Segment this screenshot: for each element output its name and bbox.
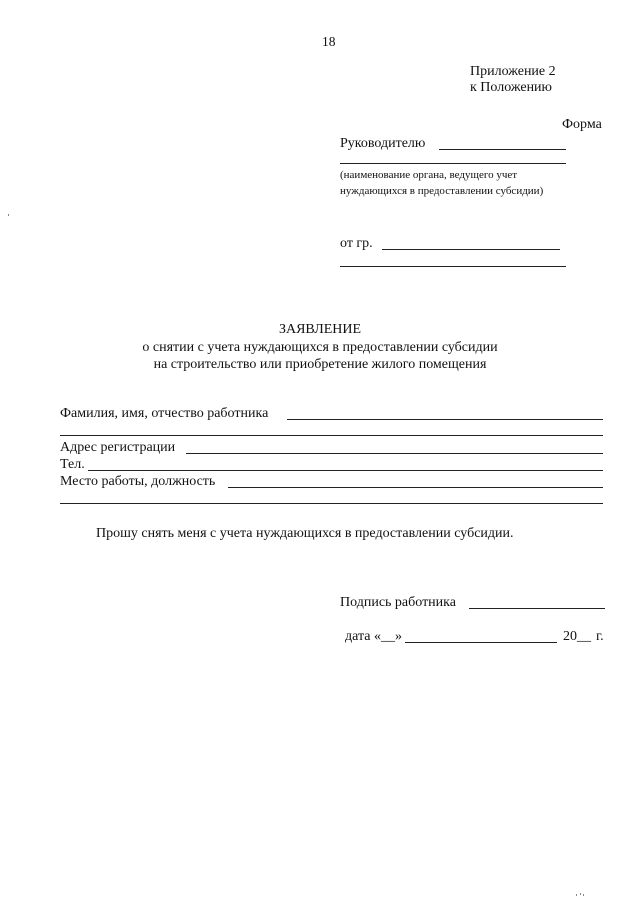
workplace-label: Место работы, должность [60, 474, 216, 489]
from-citizen-line-2[interactable] [340, 266, 566, 267]
scan-speck [580, 893, 581, 895]
document-subtitle-2: на строительство или приобретение жилого помещения [153, 357, 487, 372]
from-citizen-label: от гр. [340, 236, 373, 251]
form-label: Форма [562, 117, 602, 132]
from-citizen-line[interactable] [382, 249, 560, 250]
page-number: 18 [322, 34, 336, 49]
addressee-head-line[interactable] [439, 149, 566, 150]
scan-speck [583, 894, 584, 896]
appendix-line-2: к Положению [470, 80, 553, 95]
addressee-organ-line[interactable] [340, 163, 566, 164]
full-name-label: Фамилия, имя, отчество работника [60, 406, 269, 421]
document-subtitle-1: о снятии с учета нуждающихся в предоставлении субсидии [142, 340, 498, 355]
addressee-hint-2: нуждающихся в предоставлении субсидии) [340, 185, 544, 197]
phone-label: Тел. [60, 457, 85, 472]
signature-line[interactable] [469, 608, 605, 609]
address-label: Адрес регистрации [60, 440, 176, 455]
phone-line[interactable] [88, 470, 603, 471]
full-name-line-2[interactable] [60, 435, 603, 436]
date-prefix: дата «__» [345, 629, 402, 644]
date-year-prefix: 20__ [563, 629, 591, 644]
workplace-line-2[interactable] [60, 503, 603, 504]
address-line[interactable] [186, 453, 603, 454]
full-name-line[interactable] [287, 419, 603, 420]
date-line[interactable] [405, 642, 557, 643]
document-title: ЗАЯВЛЕНИЕ [278, 322, 362, 337]
signature-label: Подпись работника [340, 595, 456, 610]
workplace-line[interactable] [228, 487, 603, 488]
appendix-line-1: Приложение 2 [470, 64, 556, 79]
scan-speck [8, 214, 9, 216]
scan-speck [576, 894, 577, 896]
request-text: Прошу снять меня с учета нуждающихся в предоставлении субсидии. [96, 526, 514, 541]
date-year-suffix: г. [596, 629, 604, 644]
addressee-hint-1: (наименование органа, ведущего учет [340, 169, 518, 181]
addressee-head-label: Руководителю [340, 136, 426, 151]
